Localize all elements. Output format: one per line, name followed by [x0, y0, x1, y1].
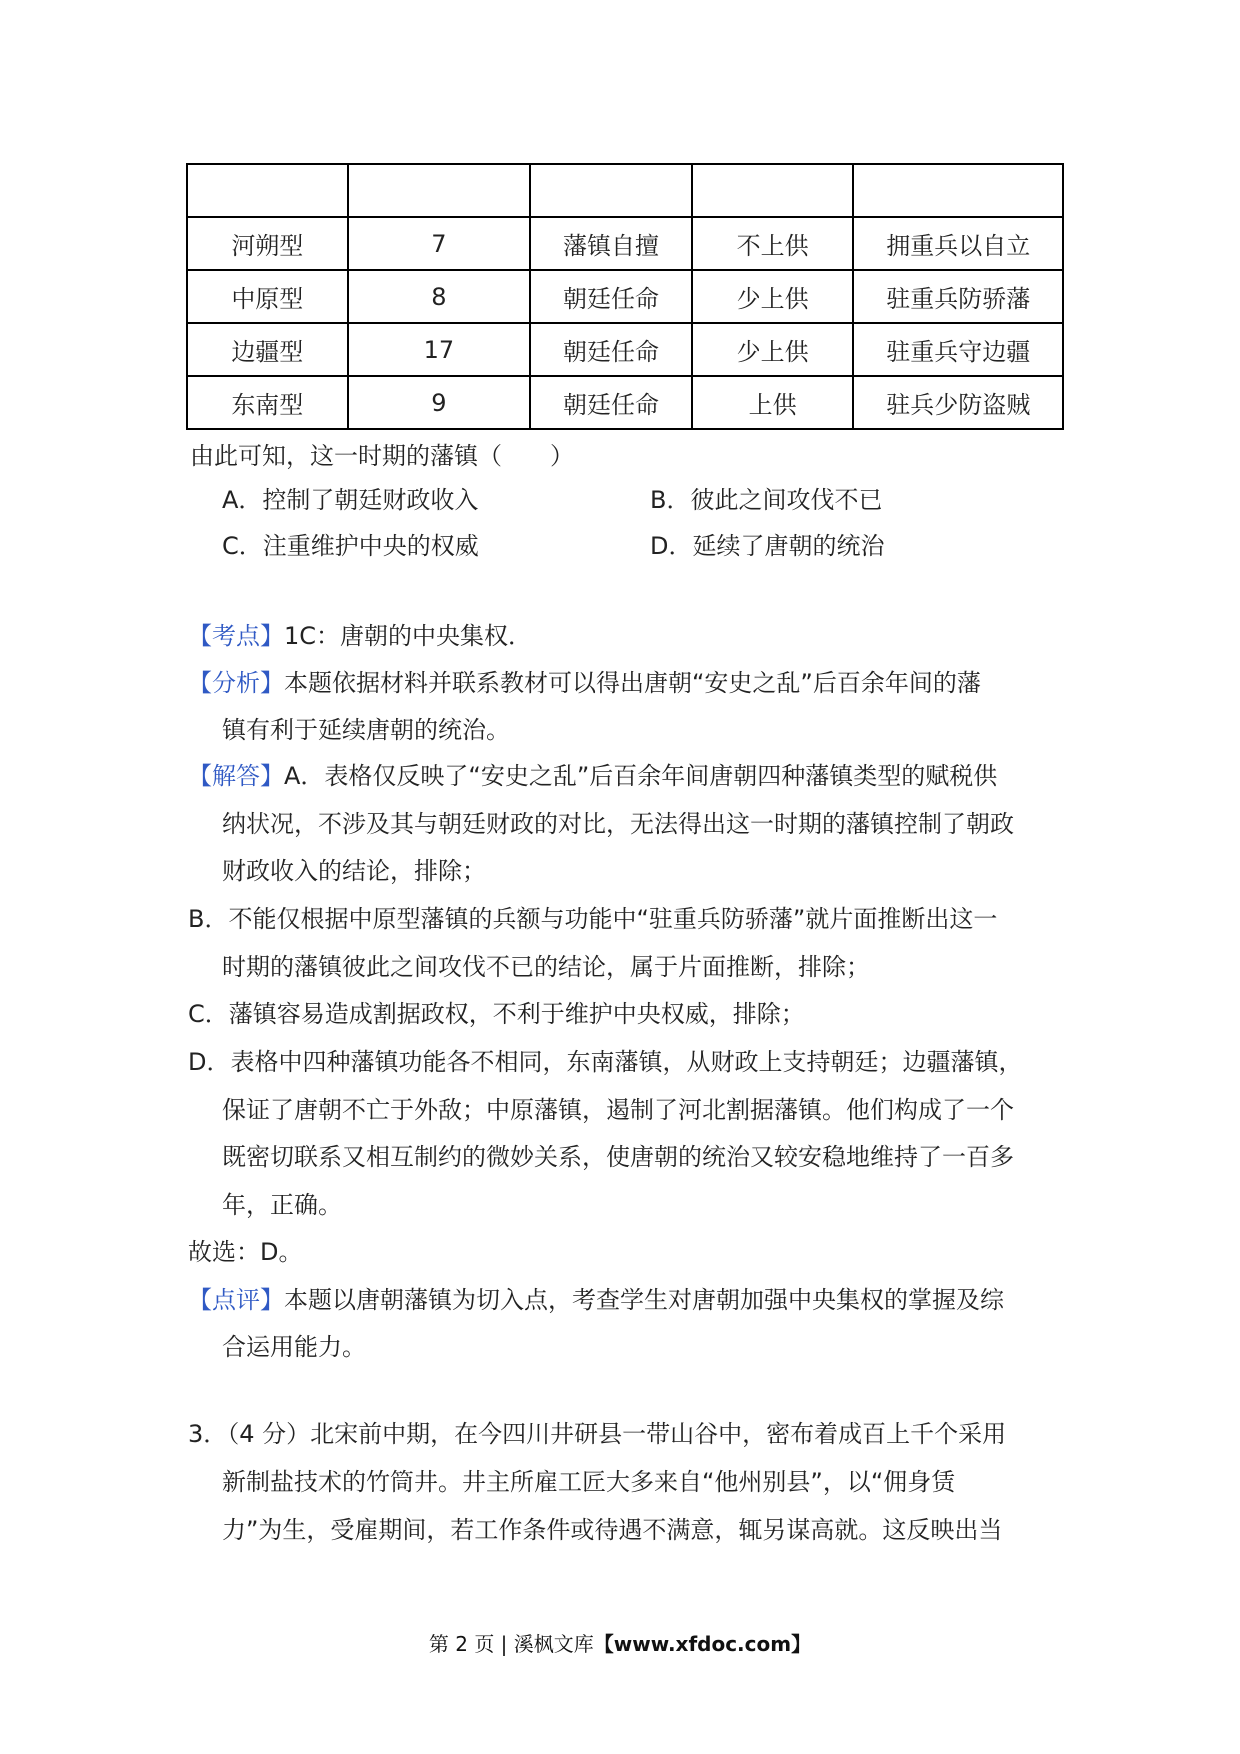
kaodian-tag: 【考点】	[188, 622, 284, 650]
table-cell	[853, 164, 1063, 217]
page-footer	[0, 1628, 1240, 1657]
fenxi-line	[188, 667, 981, 699]
table-cell: 朝廷任命	[530, 270, 692, 323]
c-text-1: C．藩镇容易造成割据政权，不利于维护中央权威，排除；	[188, 1000, 805, 1028]
table-cell: 边疆型	[187, 323, 348, 376]
dianping-text-1: 本题以唐朝藩镇为切入点，考查学生对唐朝加强中央集权的掌握及综	[284, 1286, 1004, 1314]
option-a: A．控制了朝廷财政收入	[222, 486, 479, 514]
fanzhen-table	[186, 163, 1064, 430]
fenxi-text-2: 镇有利于延续唐朝的统治。	[222, 716, 510, 744]
b-text-1: B．不能仅根据中原型藩镇的兵额与功能中“驻重兵防骄藩”就片面推断出这一	[188, 905, 998, 933]
kaodian-text: 1C：唐朝的中央集权．	[284, 622, 533, 650]
answer-line: 故选：D。	[188, 1238, 303, 1266]
jieda-tag: 【解答】	[188, 762, 284, 790]
table-cell: 中原型	[187, 270, 348, 323]
table-cell	[187, 164, 348, 217]
table-row	[187, 270, 1063, 323]
table-cell	[530, 164, 692, 217]
table-cell: 驻重兵防骄藩	[853, 270, 1063, 323]
table-cell: 7	[348, 217, 531, 270]
option-b: B．彼此之间攻伐不已	[650, 486, 883, 514]
table-cell: 朝廷任命	[530, 376, 692, 429]
d-text-2: 保证了唐朝不亡于外敌；中原藩镇，遏制了河北割据藩镇。他们构成了一个	[222, 1096, 1014, 1124]
jieda-text-3: 财政收入的结论，排除；	[222, 857, 486, 885]
jieda-text-2: 纳状况，不涉及其与朝廷财政的对比，无法得出这一时期的藩镇控制了朝政	[222, 810, 1014, 838]
table-cell: 河朔型	[187, 217, 348, 270]
footer-page: 第 2 页 | 溪枫文库	[428, 1632, 594, 1656]
option-c: C．注重维护中央的权威	[222, 532, 479, 560]
jieda-text-1: A．表格仅反映了“安史之乱”后百余年间唐朝四种藩镇类型的赋税供	[284, 762, 998, 790]
dianping-text-2: 合运用能力。	[222, 1333, 366, 1361]
table-cell: 17	[348, 323, 531, 376]
d-text-4: 年，正确。	[222, 1191, 342, 1219]
table-cell: 不上供	[692, 217, 854, 270]
dianping-tag: 【点评】	[188, 1286, 284, 1314]
table-cell: 朝廷任命	[530, 323, 692, 376]
dianping-line	[188, 1284, 1004, 1316]
table-cell: 8	[348, 270, 531, 323]
table-row	[187, 217, 1063, 270]
table-row	[187, 323, 1063, 376]
kaodian-line	[188, 620, 532, 652]
table-row	[187, 376, 1063, 429]
table-cell: 9	[348, 376, 531, 429]
table-cell: 驻重兵守边疆	[853, 323, 1063, 376]
fenxi-text-1: 本题依据材料并联系教材可以得出唐朝“安史之乱”后百余年间的藩	[284, 669, 981, 697]
table-cell: 拥重兵以自立	[853, 217, 1063, 270]
table-cell: 东南型	[187, 376, 348, 429]
table-cell: 藩镇自擅	[530, 217, 692, 270]
fenxi-tag: 【分析】	[188, 669, 284, 697]
q3-line-3: 力”为生，受雇期间，若工作条件或待遇不满意，辄另谋高就。这反映出当	[222, 1516, 1003, 1544]
d-text-1: D．表格中四种藩镇功能各不相同，东南藩镇，从财政上支持朝廷；边疆藩镇，	[188, 1048, 1023, 1076]
d-text-3: 既密切联系又相互制约的微妙关系，使唐朝的统治又较安稳地维持了一百多	[222, 1143, 1014, 1171]
question-stem: 由此可知，这一时期的藩镇（ ）	[190, 442, 574, 470]
table-cell: 少上供	[692, 270, 854, 323]
footer-site: 【www.xfdoc.com】	[593, 1632, 812, 1656]
table-cell	[348, 164, 531, 217]
q3-line-1: 3．（4 分）北宋前中期，在今四川井研县一带山谷中，密布着成百上千个采用	[188, 1420, 1007, 1448]
table-row	[187, 164, 1063, 217]
table-cell: 驻兵少防盗贼	[853, 376, 1063, 429]
table-cell	[692, 164, 854, 217]
option-d: D．延续了唐朝的统治	[650, 532, 885, 560]
table-cell: 上供	[692, 376, 854, 429]
table-cell: 少上供	[692, 323, 854, 376]
b-text-2: 时期的藩镇彼此之间攻伐不已的结论，属于片面推断，排除；	[222, 953, 870, 981]
jieda-line	[188, 760, 997, 792]
q3-line-2: 新制盐技术的竹筒井。井主所雇工匠大多来自“他州别县”，以“佣身赁	[222, 1468, 956, 1496]
